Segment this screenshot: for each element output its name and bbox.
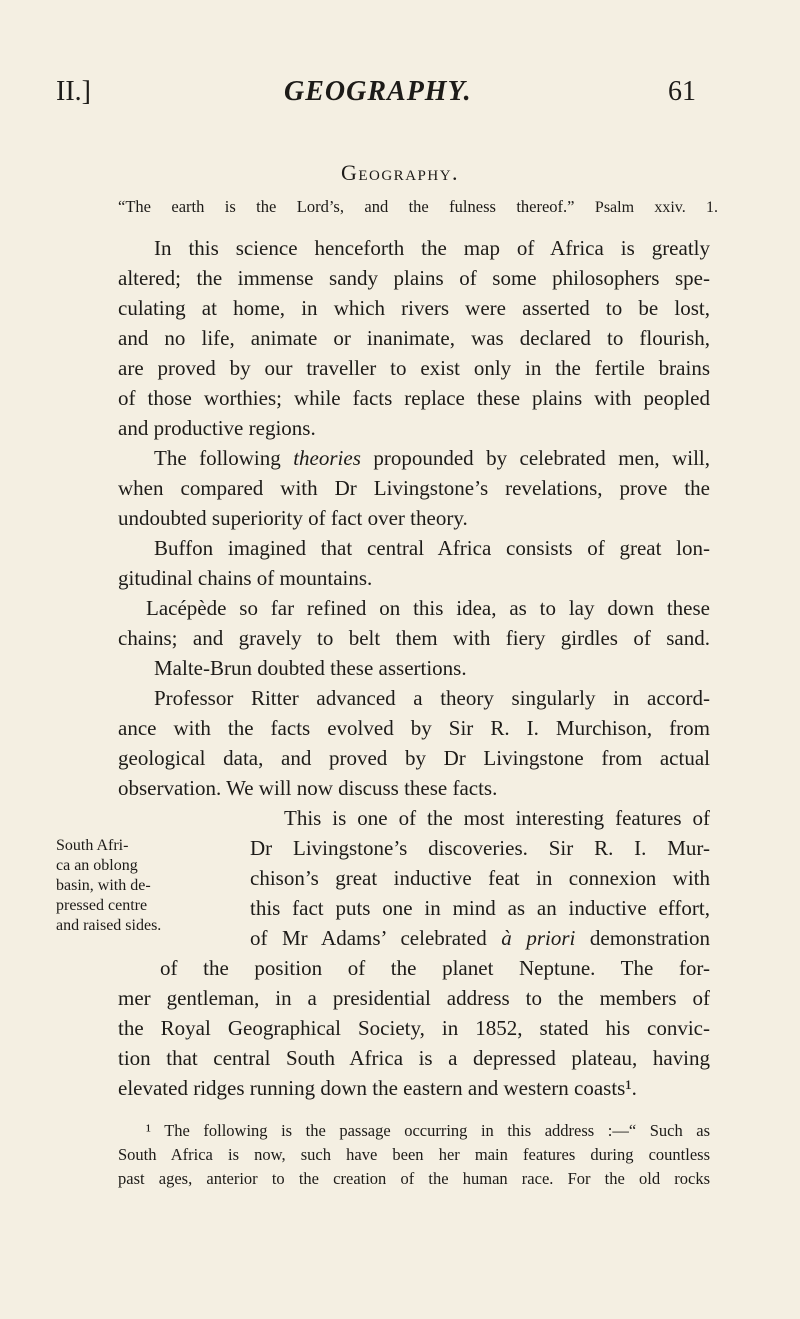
sidenote-line: basin, with de- (56, 877, 151, 894)
footnote-line: past ages, anterior to the creation of the human race. For the old rocks (118, 1169, 710, 1188)
footnote-line: ¹ The following is the passage occurring in this address :—“ Such as (146, 1121, 710, 1140)
text-line (250, 923, 710, 953)
text-line: Professor Ritter advanced a theory singularly in accord- (154, 686, 710, 710)
epigraph (118, 197, 718, 217)
footnote-line: South Africa is now, such have been her main features during countless (118, 1145, 710, 1164)
text-line: elevated ridges running down the eastern and western coasts¹. (118, 1076, 637, 1100)
text-line: gitudinal chains of mountains. (118, 566, 373, 590)
text-line: this fact puts one in mind as an inductive effort, (250, 896, 710, 920)
text-segment-italic: theories (293, 446, 361, 470)
text-line: tion that central South Africa is a depressed plateau, having (118, 1046, 710, 1070)
sidenote-line: ca an oblong (56, 857, 138, 874)
epigraph-quote: “The earth is the Lord’s, and the fulness thereof.” (118, 197, 575, 216)
text-line: undoubted superiority of fact over theory. (118, 506, 468, 530)
epigraph-reference: Psalm xxiv. 1. (594, 199, 719, 216)
text-line: and productive regions. (118, 416, 316, 440)
text-segment-italic: à priori (501, 926, 576, 950)
text-line: geological data, and proved by Dr Livingstone from actual (118, 746, 710, 770)
text-line: chison’s great inductive feat in connexion with (250, 866, 710, 890)
text-segment: demonstration (589, 926, 711, 950)
text-line: observation. We will now discuss these facts. (118, 776, 498, 800)
text-line: This is one of the most interesting features of (284, 806, 710, 830)
page-number: 61 (668, 76, 696, 107)
text-line: Dr Livingstone’s discoveries. Sir R. I. Mur- (250, 836, 710, 860)
text-segment: propounded by celebrated men, will, (373, 446, 711, 470)
text-line: of those worthies; while facts replace these plains with peopled (118, 386, 710, 410)
text-line: the Royal Geographical Society, in 1852, stated his convic- (118, 1016, 710, 1040)
text-segment: The following (154, 446, 281, 470)
text-line: and no life, animate or inanimate, was declared to flourish, (118, 326, 710, 350)
text-line: chains; and gravely to belt them with fiery girdles of sand. (118, 626, 710, 650)
text-line: ance with the facts evolved by Sir R. I. Murchison, from (118, 716, 710, 740)
text-line: mer gentleman, in a presidential address to the members of (118, 986, 710, 1010)
text-line: culating at home, in which rivers were asserted to be lost, (118, 296, 710, 320)
text-line: Buffon imagined that central Africa consists of great lon- (154, 536, 710, 560)
text-line: Malte-Brun doubted these assertions. (154, 656, 467, 680)
sidenote-line: and raised sides. (56, 917, 162, 934)
text-line: Lacépède so far refined on this idea, as to lay down these (146, 596, 710, 620)
running-header (56, 76, 696, 110)
sidenote-line: pressed centre (56, 897, 148, 914)
text-line (154, 443, 710, 473)
text-line: are proved by our traveller to exist only in the fertile brains (118, 356, 710, 380)
sidenote-line: South Afri- (56, 837, 129, 854)
section-title: Geography. (340, 160, 460, 185)
text-line: when compared with Dr Livingstone’s revelations, prove the (118, 476, 710, 500)
text-line: of the position of the planet Neptune. The for- (160, 956, 710, 980)
text-segment: of Mr Adams’ celebrated (250, 926, 487, 950)
running-title: GEOGRAPHY. (284, 76, 472, 107)
text-line: altered; the immense sandy plains of some philosophers spe- (118, 266, 710, 290)
chapter-marker: II.] (56, 76, 91, 107)
text-line: In this science henceforth the map of Africa is greatly (154, 236, 710, 260)
